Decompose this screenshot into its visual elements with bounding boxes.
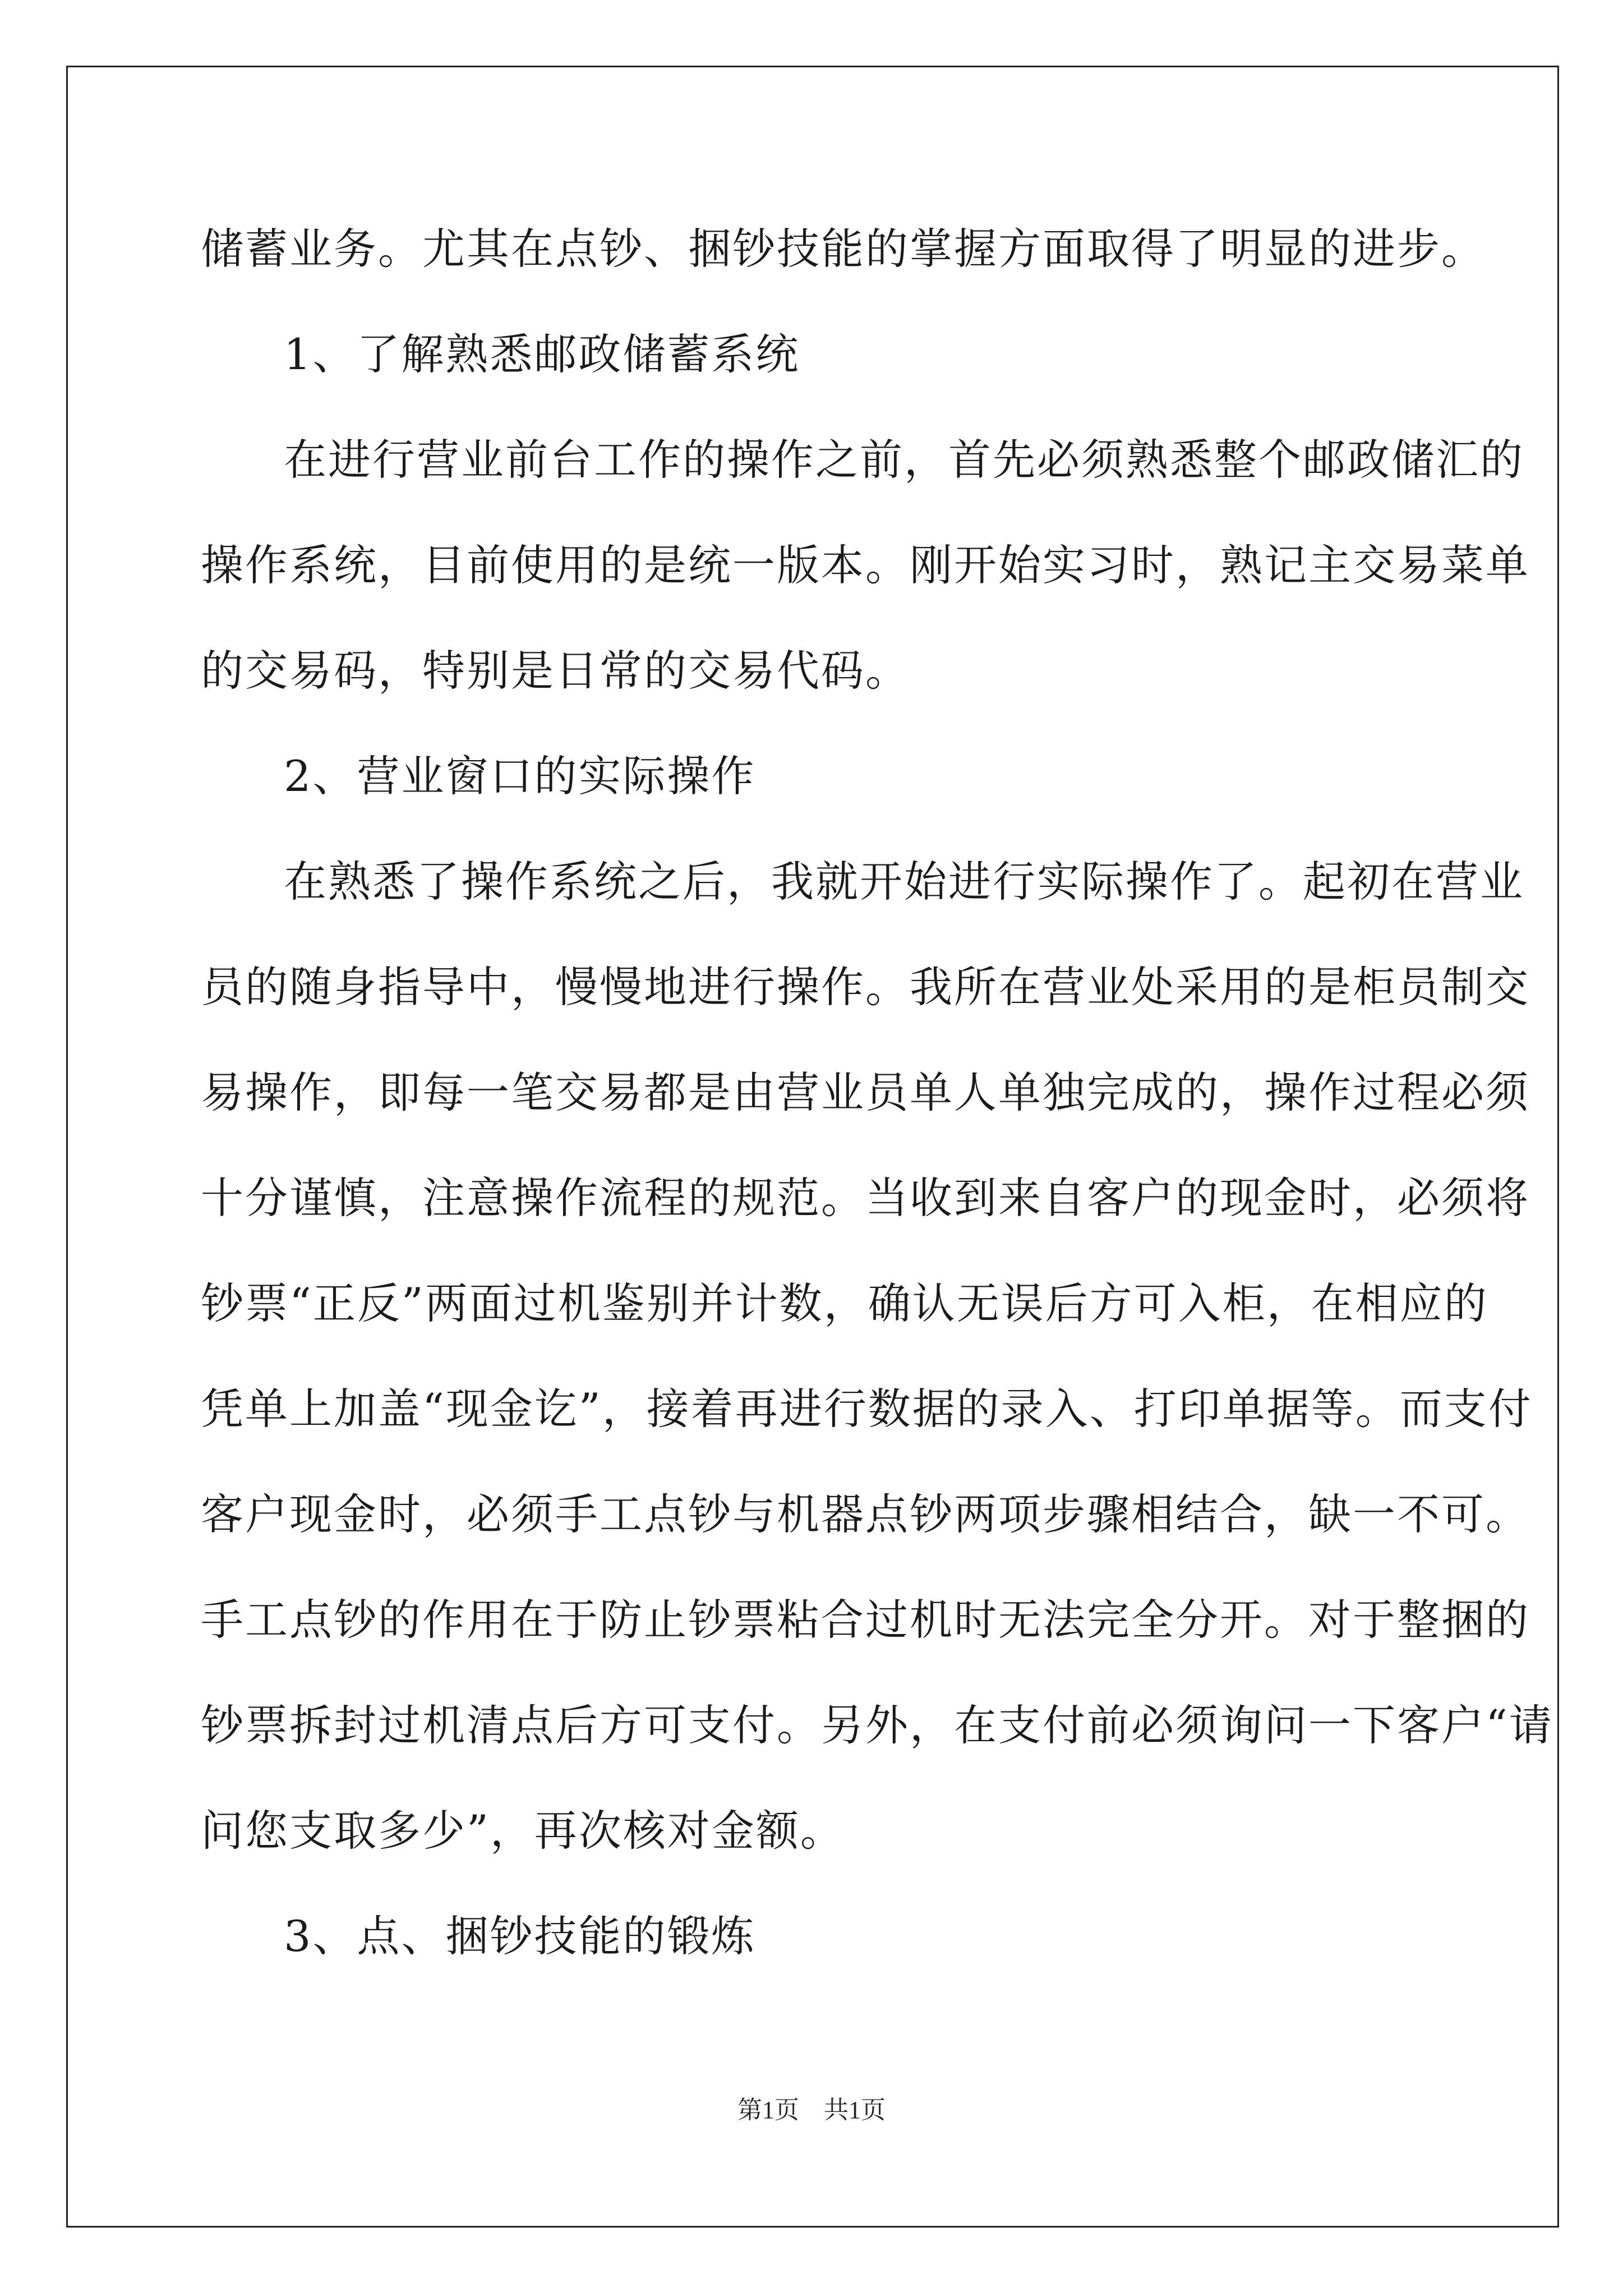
text-line: 钞票“正反”两面过机鉴别并计数，确认无误后方可入柜，在相应的 xyxy=(201,1278,1488,1328)
text-line: 在进行营业前台工作的操作之前，首先必须熟悉整个邮政储汇的 xyxy=(284,435,1524,485)
text-line: 客户现金时，必须手工点钞与机器点钞两项步骤相结合，缺一不可。 xyxy=(201,1489,1530,1539)
section-heading: 1、了解熟悉邮政储蓄系统 xyxy=(284,329,800,379)
text-line: 在熟悉了操作系统之后，我就开始进行实际操作了。起初在营业 xyxy=(284,857,1524,907)
document-body xyxy=(201,196,1553,1989)
text-line: 手工点钞的作用在于防止钞票粘合过机时无法完全分开。对于整捆的 xyxy=(201,1595,1530,1645)
text-line: 的交易码，特别是日常的交易代码。 xyxy=(201,646,910,696)
text-line: 十分谨慎，注意操作流程的规范。当收到来自客户的现金时，必须将 xyxy=(201,1173,1530,1223)
text-line: 员的随身指导中，慢慢地进行操作。我所在营业处采用的是柜员制交 xyxy=(201,962,1530,1012)
text-line: 储蓄业务。尤其在点钞、捆钞技能的掌握方面取得了明显的进步。 xyxy=(201,224,1486,274)
section-heading: 3、点、捆钞技能的锻炼 xyxy=(284,1911,756,1961)
page-number-footer: 第1页 共1页 xyxy=(737,2096,886,2124)
text-line: 问您支取多少”，再次核对金额。 xyxy=(201,1806,845,1856)
text-line: 凭单上加盖“现金讫”，接着再进行数据的录入、打印单据等。而支付 xyxy=(201,1384,1533,1434)
section-heading: 2、营业窗口的实际操作 xyxy=(284,751,756,801)
text-line: 钞票拆封过机清点后方可支付。另外，在支付前必须询问一下客户“请 xyxy=(201,1700,1553,1750)
text-line: 操作系统，目前使用的是统一版本。刚开始实习时，熟记主交易菜单 xyxy=(201,540,1530,590)
text-line: 易操作，即每一笔交易都是由营业员单人单独完成的，操作过程必须 xyxy=(201,1068,1530,1117)
